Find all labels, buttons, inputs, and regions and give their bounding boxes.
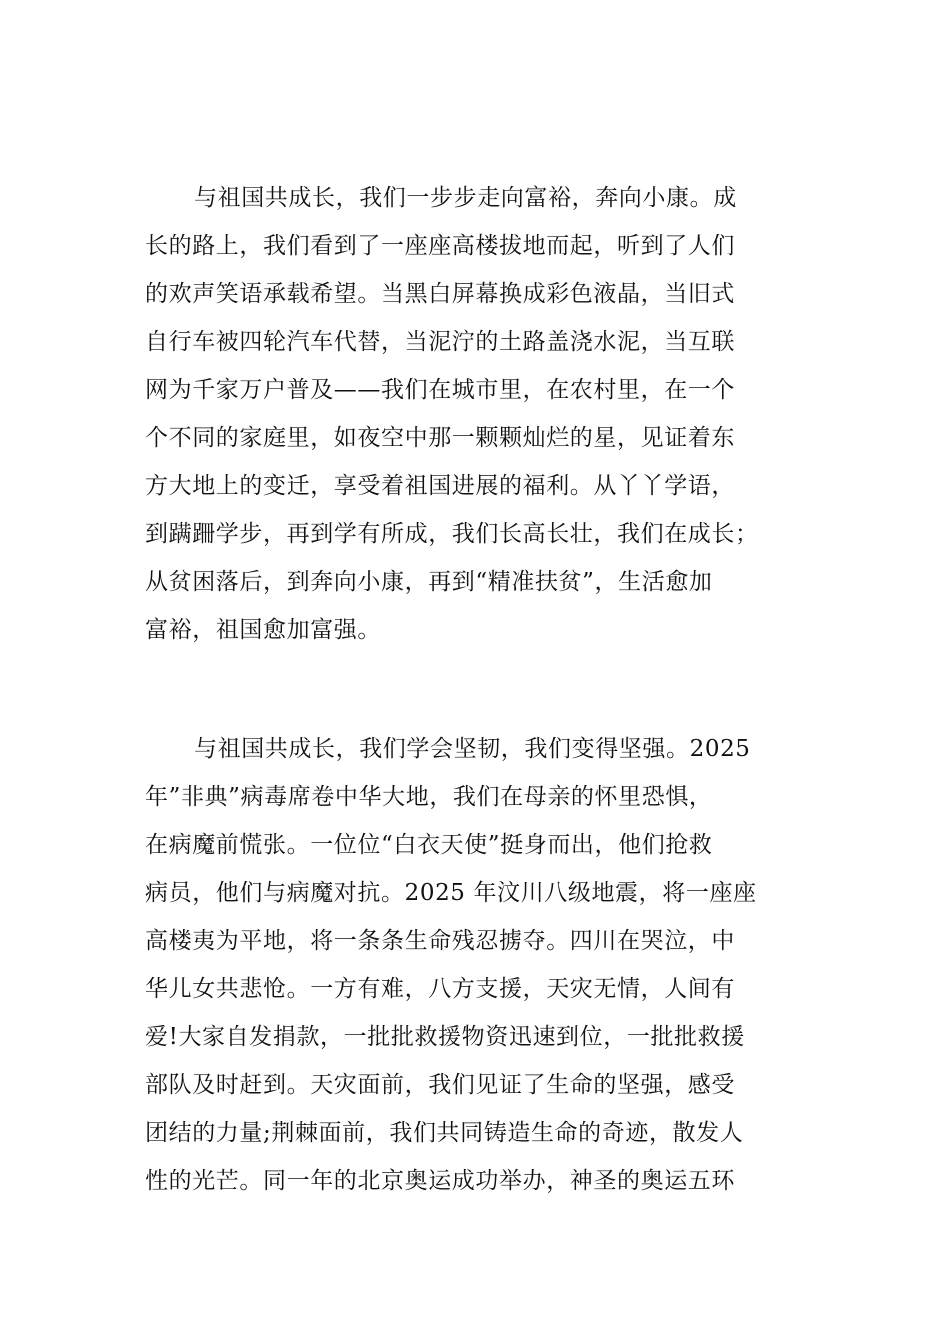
paragraph-2-line-4: 病员，他们与病魔对抗。2025 年汶川八级地震，将一座座: [145, 880, 757, 906]
paragraph-2-line-6: 华儿女共悲怆。一方有难，八方支援，天灾无情，人间有: [145, 976, 735, 1002]
paragraph-2-line-5: 高楼夷为平地，将一条条生命残忍掳夺。四川在哭泣，中: [145, 928, 735, 954]
paragraph-2-line-3: 在病魔前慌张。一位位“白衣天使”挺身而出，他们抢救: [145, 832, 713, 858]
paragraph-1-line-5: 网为千家万户普及——我们在城市里，在农村里，在一个: [145, 377, 735, 403]
paragraph-1-line-4: 自行车被四轮汽车代替，当泥泞的土路盖浇水泥，当互联: [145, 329, 735, 355]
paragraph-1-line-1: 与祖国共成长，我们一步步走向富裕，奔向小康。成: [194, 185, 737, 211]
paragraph-2-line-2: 年”非典”病毒席卷中华大地，我们在母亲的怀里恐惧，: [145, 784, 713, 810]
paragraph-2-line-1: 与祖国共成长，我们学会坚韧，我们变得坚强。2025: [194, 736, 751, 762]
paragraph-1-line-8: 到蹒跚学步，再到学有所成，我们长高长壮，我们在成长；: [145, 521, 759, 547]
paragraph-1-line-9: 从贫困落后，到奔向小康，再到“精准扶贫”，生活愈加: [145, 569, 713, 595]
paragraph-2-line-9: 团结的力量;荆棘面前，我们共同铸造生命的奇迹，散发人: [145, 1120, 744, 1146]
paragraph-1-line-10: 富裕，祖国愈加富强。: [145, 617, 381, 643]
paragraph-2-line-10: 性的光芒。同一年的北京奥运成功举办，神圣的奥运五环: [145, 1168, 735, 1194]
paragraph-1-line-2: 长的路上，我们看到了一座座高楼拔地而起，听到了人们: [145, 233, 735, 259]
paragraph-1-line-7: 方大地上的变迁，享受着祖国进展的福利。从丫丫学语，: [145, 473, 735, 499]
paragraph-2-line-7: 爱!大家自发捐款，一批批救援物资迅速到位，一批批救援: [145, 1024, 745, 1050]
paragraph-1-line-6: 个不同的家庭里，如夜空中那一颗颗灿烂的星，见证着东: [145, 425, 735, 451]
paragraph-2-line-8: 部队及时赶到。天灾面前，我们见证了生命的坚强，感受: [145, 1072, 735, 1098]
paragraph-1-line-3: 的欢声笑语承载希望。当黑白屏幕换成彩色液晶，当旧式: [145, 281, 735, 307]
